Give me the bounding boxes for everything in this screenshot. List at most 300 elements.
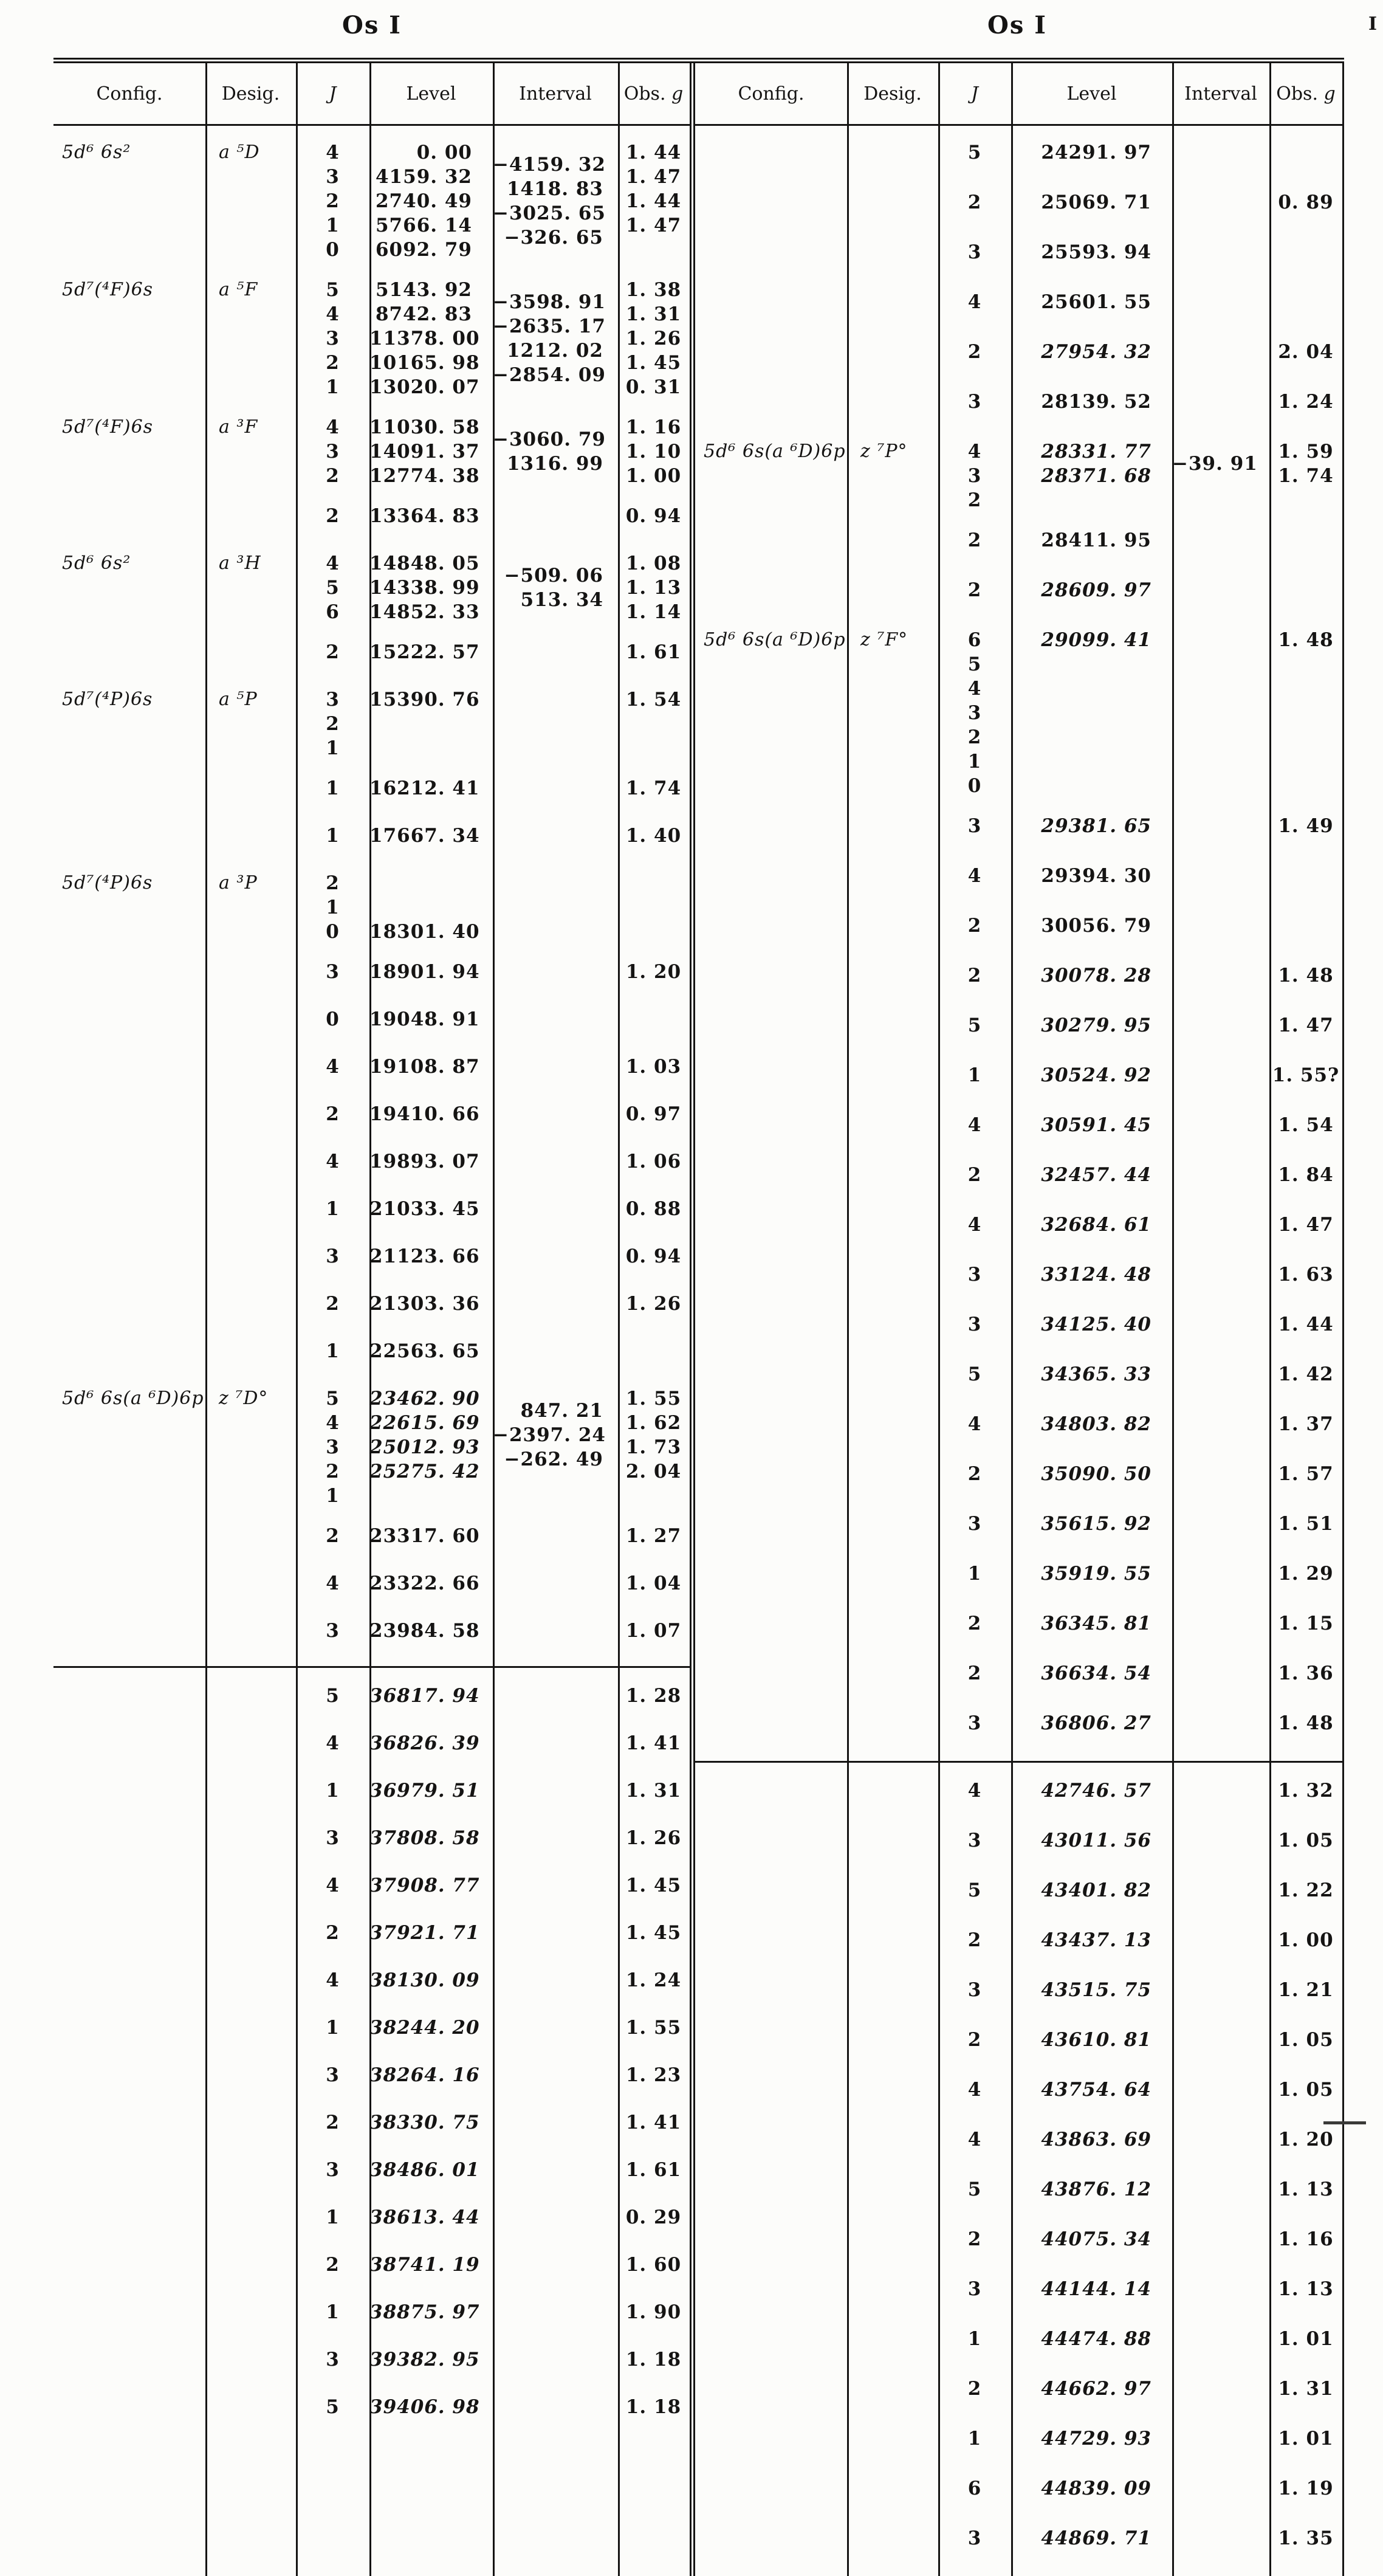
level-value: 25069. 71 — [1041, 191, 1151, 213]
level-cell — [369, 824, 493, 848]
interval-cell — [1172, 628, 1269, 664]
desig-cell — [847, 2227, 938, 2251]
level-cell — [369, 415, 493, 488]
desig-cell — [205, 1921, 296, 1945]
level-value: 30591. 45 — [1041, 1114, 1151, 1136]
level-value: 43610. 81 — [1041, 2029, 1151, 2051]
level-cell — [369, 2347, 493, 2372]
level-cell — [1011, 1828, 1172, 1853]
level-cell — [1011, 2327, 1172, 2351]
obs-g-value: 1. 24 — [625, 1969, 682, 1991]
config-cell — [695, 2476, 847, 2501]
interval-cell — [1172, 390, 1269, 426]
desig-cell — [205, 2016, 296, 2040]
j-cell — [938, 1362, 1011, 1386]
level-block — [695, 1013, 1342, 1050]
obs-g-value: 1. 47 — [625, 166, 682, 188]
interval-cell — [493, 824, 618, 860]
obs-g-value: 1. 31 — [625, 1780, 682, 1802]
obs-g-value: 0. 29 — [625, 2206, 682, 2228]
j-value: 5 — [326, 577, 340, 599]
desig-cell: a ⁵F — [219, 279, 258, 300]
j-cell — [296, 2395, 369, 2419]
level-block — [53, 504, 690, 540]
level-value: 34125. 40 — [1041, 1314, 1151, 1335]
interval-cell — [493, 776, 618, 813]
obs-g-value: 0. 94 — [625, 1245, 682, 1267]
config-cell — [695, 914, 847, 938]
interval-cell — [493, 1826, 618, 1862]
desig-cell — [847, 2327, 938, 2351]
desig-cell — [205, 2395, 296, 2419]
level-value: 38486. 01 — [369, 2159, 480, 2181]
obs-g-cell — [1269, 140, 1342, 165]
desig-cell — [847, 1362, 938, 1386]
table-header — [695, 63, 1342, 126]
config-cell — [53, 824, 205, 848]
level-block — [695, 1312, 1342, 1349]
level-value: 4159. 32 — [375, 166, 472, 188]
obs-g-value: 1. 15 — [1278, 1613, 1334, 1634]
j-cell — [296, 1292, 369, 1316]
obs-g-value: 1. 47 — [1278, 1014, 1334, 1036]
j-value: 5 — [326, 1685, 340, 1707]
level-block — [695, 528, 1342, 565]
obs-g-value: 1. 07 — [625, 1620, 682, 1642]
obs-g-value: 1. 74 — [625, 777, 682, 799]
j-value: 5 — [967, 1014, 982, 1036]
desig-cell — [847, 1063, 938, 1087]
level-block — [53, 1524, 690, 1560]
config-cell: 5d⁶ 6s(a ⁶D)6p — [704, 441, 846, 462]
level-block — [695, 2327, 1342, 2363]
level-value: 15390. 76 — [369, 689, 480, 711]
column-header-obs-g — [618, 83, 689, 105]
obs-g-cell — [1269, 2476, 1342, 2501]
j-cell — [938, 2426, 1011, 2451]
obs-g-cell — [618, 1007, 689, 1031]
level-value: 29099. 41 — [1041, 629, 1151, 651]
j-value: 4 — [967, 2129, 982, 2151]
level-value: 21303. 36 — [369, 1293, 480, 1315]
level-block — [695, 1611, 1342, 1648]
config-cell — [53, 1921, 205, 1945]
interval-cell — [493, 140, 618, 250]
obs-g-cell — [618, 278, 689, 399]
desig-cell — [205, 1339, 296, 1363]
interval-cell — [1172, 1213, 1269, 1249]
obs-g-value: 1. 51 — [1278, 1513, 1334, 1535]
j-value: 5 — [326, 1388, 340, 1410]
j-value: 4 — [326, 1572, 340, 1594]
interval-cell — [493, 278, 618, 387]
obs-g-value: 1. 84 — [1278, 1164, 1334, 1186]
desig-cell — [847, 1113, 938, 1137]
level-value — [369, 712, 472, 736]
obs-g-cell — [1269, 1512, 1342, 1536]
config-cell — [695, 140, 847, 165]
j-value: 4 — [326, 1732, 340, 1754]
level-cell — [369, 1386, 493, 1508]
j-value: 4 — [326, 1875, 340, 1896]
interval-cell — [493, 960, 618, 996]
interval-cell — [493, 871, 618, 907]
level-value: 19108. 87 — [369, 1056, 480, 1078]
config-cell — [695, 2127, 847, 2152]
j-cell — [296, 960, 369, 984]
level-cell — [1011, 1611, 1172, 1636]
level-value: 14852. 33 — [369, 601, 480, 623]
level-value: 28371. 68 — [1041, 465, 1151, 487]
obs-g-value: 1. 60 — [625, 2254, 682, 2276]
obs-g-value: 1. 57 — [1278, 1463, 1334, 1485]
level-cell — [1011, 1063, 1172, 1087]
obs-g-cell — [1269, 1928, 1342, 1952]
obs-g-value: 1. 28 — [625, 1685, 682, 1707]
obs-g-cell — [1269, 1711, 1342, 1735]
config-cell — [695, 1611, 847, 1636]
interval-cell — [1172, 1262, 1269, 1299]
level-cell — [1011, 1113, 1172, 1137]
level-cell — [1011, 140, 1172, 165]
obs-g-cell — [1269, 1163, 1342, 1187]
level-value: 37908. 77 — [369, 1875, 480, 1896]
level-block — [53, 1873, 690, 1910]
level-block — [53, 1968, 690, 2005]
obs-g-value: 1. 38 — [625, 279, 682, 301]
level-cell — [1011, 1928, 1172, 1952]
j-value: 2 — [326, 641, 340, 663]
desig-cell — [205, 1779, 296, 1803]
interval-cell — [1172, 1661, 1269, 1698]
obs-g-value: 1. 74 — [1278, 465, 1334, 487]
obs-g-value: 1. 20 — [1278, 2129, 1334, 2151]
j-cell — [296, 1386, 369, 1508]
config-cell — [53, 1731, 205, 1755]
interval-cell — [493, 551, 618, 612]
level-block — [53, 1921, 690, 1957]
interval-cell — [493, 1055, 618, 1091]
obs-g-cell — [618, 2063, 689, 2087]
level-block — [695, 1828, 1342, 1865]
level-value: 37808. 58 — [369, 1827, 480, 1849]
interval-value: 1212. 02 — [506, 340, 603, 362]
j-value: 5 — [326, 2396, 340, 2418]
level-value: 8742. 83 — [375, 303, 472, 325]
level-value: 35090. 50 — [1041, 1463, 1151, 1485]
level-cell — [1011, 2028, 1172, 2052]
config-cell — [695, 2426, 847, 2451]
level-block — [695, 2127, 1342, 2164]
config-cell — [53, 2016, 205, 2040]
level-cell — [369, 960, 493, 984]
obs-g-value — [1269, 774, 1342, 798]
desig-cell — [847, 1661, 938, 1686]
level-value: 34803. 82 — [1041, 1413, 1151, 1435]
j-cell — [296, 415, 369, 488]
obs-g-value: 1. 01 — [1278, 2328, 1334, 2350]
j-value: 3 — [326, 2349, 340, 2371]
j-value: 2 — [967, 2378, 982, 2400]
config-cell — [695, 1362, 847, 1386]
level-value: 36634. 54 — [1041, 1662, 1151, 1684]
level-cell — [369, 140, 493, 262]
desig-cell — [847, 2476, 938, 2501]
j-cell — [296, 504, 369, 528]
level-cell — [369, 551, 493, 624]
j-value: 3 — [326, 961, 340, 983]
level-cell — [1011, 1878, 1172, 1903]
obs-g-value: 1. 18 — [625, 2349, 682, 2371]
j-cell — [938, 1928, 1011, 1952]
page-title-left: Os I — [342, 11, 402, 40]
level-value: 27954. 32 — [1041, 341, 1151, 363]
j-value: 2 — [326, 465, 340, 487]
j-value: 5 — [967, 2178, 982, 2200]
interval-cell — [1172, 914, 1269, 950]
interval-cell — [1172, 1362, 1269, 1399]
obs-g-value: 1. 26 — [625, 328, 682, 350]
obs-g-cell — [1269, 2177, 1342, 2202]
obs-g-cell — [618, 871, 689, 944]
level-cell — [369, 504, 493, 528]
j-cell — [938, 1978, 1011, 2002]
config-cell: 5d⁶ 6s² — [62, 142, 131, 163]
obs-g-value: 1. 36 — [1278, 1662, 1334, 1684]
desig-cell — [205, 1524, 296, 1548]
level-cell — [369, 1292, 493, 1316]
j-cell — [296, 776, 369, 801]
config-cell — [695, 1462, 847, 1486]
desig-cell — [205, 640, 296, 664]
interval-cell — [1172, 290, 1269, 326]
desig-cell — [205, 1007, 296, 1031]
level-block — [53, 2158, 690, 2194]
obs-g-cell — [618, 1921, 689, 1945]
j-cell — [938, 914, 1011, 938]
level-cell — [1011, 240, 1172, 264]
level-block — [695, 340, 1342, 376]
level-value: 43863. 69 — [1041, 2129, 1151, 2151]
j-cell — [296, 1921, 369, 1945]
j-cell — [938, 1113, 1011, 1137]
interval-cell — [1172, 963, 1269, 1000]
desig-cell — [205, 1684, 296, 1708]
obs-g-value: 1. 06 — [625, 1151, 682, 1173]
level-value: 32457. 44 — [1041, 1164, 1151, 1186]
obs-g-cell — [618, 1386, 689, 1508]
page-titles — [53, 11, 1344, 40]
obs-g-cell — [618, 415, 689, 488]
interval-cell — [1172, 439, 1269, 476]
j-value: 3 — [967, 815, 982, 837]
column-header-level: Level — [1066, 83, 1117, 105]
level-block — [53, 1339, 690, 1376]
config-cell — [695, 2377, 847, 2401]
level-block — [695, 1512, 1342, 1548]
obs-g-cell — [1269, 1878, 1342, 1903]
j-value: 3 — [326, 328, 340, 350]
level-value: 38741. 19 — [369, 2254, 480, 2276]
desig-cell — [205, 824, 296, 848]
j-value: 2 — [967, 191, 982, 213]
desig-cell: a ³H — [219, 553, 261, 574]
obs-g-value — [618, 1484, 689, 1508]
obs-g-value: 1. 19 — [1278, 2478, 1334, 2499]
config-cell — [695, 240, 847, 264]
desig-cell — [205, 1149, 296, 1174]
config-cell — [695, 528, 847, 553]
level-block — [53, 2110, 690, 2147]
obs-g-cell — [1269, 1412, 1342, 1436]
level-block — [53, 278, 690, 399]
level-cell — [369, 1684, 493, 1708]
config-cell — [695, 2177, 847, 2202]
interval-value: 513. 34 — [520, 589, 603, 611]
level-cell — [1011, 1213, 1172, 1237]
config-cell — [695, 1512, 847, 1536]
level-cell — [369, 1571, 493, 1596]
config-cell — [695, 190, 847, 215]
level-value: 25275. 42 — [369, 1461, 480, 1483]
desig-cell — [847, 190, 938, 215]
level-block — [53, 640, 690, 677]
level-cell — [1011, 439, 1172, 512]
level-block — [695, 439, 1342, 512]
j-cell — [938, 2277, 1011, 2301]
desig-cell — [847, 963, 938, 988]
config-cell — [53, 1007, 205, 1031]
obs-g-cell — [1269, 578, 1342, 602]
j-cell — [938, 2377, 1011, 2401]
j-value: 2 — [326, 2112, 340, 2133]
level-value: 36806. 27 — [1041, 1712, 1151, 1734]
level-value: 14091. 37 — [369, 441, 480, 463]
level-cell — [1011, 1512, 1172, 1536]
level-cell — [369, 871, 493, 944]
level-value: 14338. 99 — [369, 577, 480, 599]
config-cell — [695, 1412, 847, 1436]
obs-g-cell — [1269, 390, 1342, 414]
j-value: 3 — [967, 2278, 982, 2300]
obs-g-value: 1. 49 — [1278, 815, 1334, 837]
config-cell: 5d⁷(⁴P)6s — [62, 872, 153, 894]
level-block — [53, 415, 690, 488]
obs-g-value: 1. 24 — [1278, 391, 1334, 413]
config-cell — [53, 2205, 205, 2230]
level-block — [695, 240, 1342, 277]
j-cell — [296, 1779, 369, 1803]
j-value: 1 — [967, 1563, 982, 1585]
config-cell — [695, 2227, 847, 2251]
interval-cell — [1172, 140, 1269, 177]
obs-g-cell — [1269, 2078, 1342, 2102]
obs-g-cell — [1269, 190, 1342, 215]
obs-g-cell — [1269, 814, 1342, 838]
level-value: 23317. 60 — [369, 1525, 480, 1547]
level-value: 36826. 39 — [369, 1732, 480, 1754]
level-block — [695, 1878, 1342, 1915]
level-cell — [369, 1779, 493, 1803]
j-value: 1 — [326, 897, 340, 918]
obs-g-cell — [618, 140, 689, 262]
level-block — [695, 963, 1342, 1000]
table-body-right — [695, 126, 1342, 2563]
obs-g-cell — [618, 2158, 689, 2182]
desig-cell — [205, 1968, 296, 1992]
desig-cell — [205, 2347, 296, 2372]
j-value: 4 — [967, 1780, 982, 1802]
level-cell — [1011, 864, 1172, 888]
j-value: 1 — [326, 376, 340, 398]
level-cell — [1011, 1163, 1172, 1187]
j-cell — [938, 1312, 1011, 1337]
level-cell — [369, 1244, 493, 1269]
obs-g-cell — [1269, 290, 1342, 314]
obs-g-value: 1. 05 — [1278, 2029, 1334, 2051]
obs-g-value: 1. 05 — [1278, 2079, 1334, 2101]
j-cell — [938, 1661, 1011, 1686]
level-cell — [1011, 2426, 1172, 2451]
config-cell — [53, 1571, 205, 1596]
level-cell — [1011, 528, 1172, 553]
desig-cell — [205, 1292, 296, 1316]
j-value: 2 — [967, 341, 982, 363]
obs-g-value: 1. 54 — [1278, 1114, 1334, 1136]
j-cell — [296, 1571, 369, 1596]
obs-g-value: 1. 55 — [625, 1388, 682, 1410]
desig-cell — [847, 240, 938, 264]
j-value: 3 — [967, 1979, 982, 2001]
level-block — [695, 814, 1342, 850]
level-block — [695, 1928, 1342, 1965]
desig-cell — [847, 140, 938, 165]
table-sheet — [53, 58, 1344, 2576]
level-cell — [1011, 2476, 1172, 2501]
level-value: 34365. 33 — [1041, 1363, 1151, 1385]
j-value: 1 — [326, 825, 340, 847]
obs-g-value: 1. 63 — [1278, 1264, 1334, 1286]
level-value: 30056. 79 — [1041, 915, 1151, 937]
obs-g-value — [1269, 488, 1342, 512]
level-value: 19893. 07 — [369, 1151, 480, 1173]
desig-cell — [847, 1779, 938, 1803]
level-block — [695, 140, 1342, 177]
level-value: 33124. 48 — [1041, 1264, 1151, 1286]
interval-cell — [1172, 1462, 1269, 1498]
desig-cell — [847, 1828, 938, 1853]
level-cell — [1011, 340, 1172, 364]
desig-cell — [205, 1055, 296, 1079]
level-cell — [369, 2300, 493, 2324]
obs-g-value: 1. 00 — [625, 465, 682, 487]
desig-cell — [847, 1013, 938, 1038]
level-block — [53, 1007, 690, 1044]
obs-g-cell — [1269, 963, 1342, 988]
level-value: 11378. 00 — [369, 328, 480, 350]
interval-cell — [1172, 1512, 1269, 1548]
j-cell — [296, 871, 369, 944]
interval-cell — [493, 1731, 618, 1768]
level-value: 19048. 91 — [369, 1008, 480, 1030]
obs-g-value — [1269, 749, 1342, 774]
desig-cell — [847, 814, 938, 838]
level-value: 22563. 65 — [369, 1340, 480, 1362]
level-value: 39382. 95 — [369, 2349, 480, 2371]
interval-cell — [493, 1921, 618, 1957]
level-block — [695, 1978, 1342, 2014]
j-value: 2 — [326, 190, 340, 212]
